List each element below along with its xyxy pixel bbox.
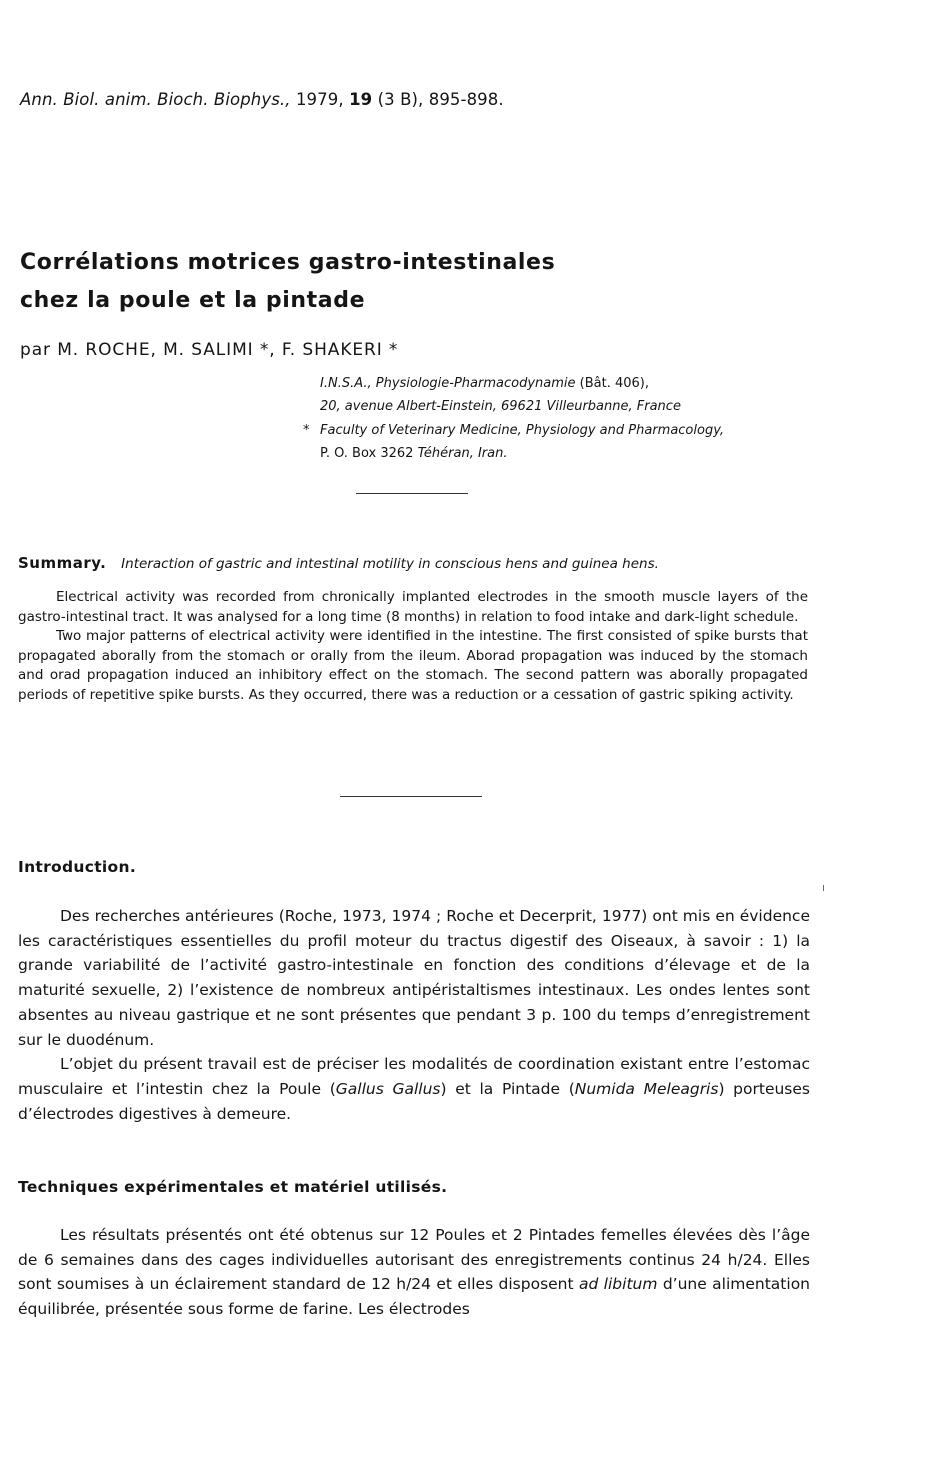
title-line-1: Corrélations motrices gastro-intestinales bbox=[20, 250, 556, 275]
summary-subtitle: Interaction of gastric and intestinal motility in conscious hens and guinea hens. bbox=[121, 556, 659, 572]
affiliation-2 bbox=[320, 419, 724, 465]
citation-volume: 19 bbox=[349, 90, 373, 109]
citation-issue-pages: (3 B), 895-898. bbox=[377, 90, 504, 109]
title-line-2: chez la poule et la pintade bbox=[20, 288, 366, 313]
introduction-paragraph-1: Des recherches antérieures (Roche, 1973, 1974 ; Roche et Decerprit, 1977) ont mis en évidence les caractéristiques essentielles du profil moteur du tractus digestif des Oiseaux, à savoir : 1) la grande variabilité de l’activité gastro-intestinale en fonction des conditions d’élevage et de la maturité sexuelle, 2) l’existence de nombreux antipéristaltismes intestinaux. Les ondes lentes sont absentes au niveau gastrique et ne sont présentes que pendant 3 p. 100 du temps d’enregistrement sur le duodénum. bbox=[18, 907, 810, 1049]
introduction-paragraph-2 bbox=[18, 1052, 810, 1126]
summary-paragraph-2: Two major patterns of electrical activity were identified in the intestine. The first consisted of spike bursts that propagated aborally from the stomach or orally from the ileum. Aborad propagation was induced by the stomach and orad propagation induced an inhibitory effect on the stomach. The second pattern was aborally propagated periods of repetitive spike bursts. As they occurred, there was a reduction or a cessation of gastric spiking activity. bbox=[18, 628, 808, 703]
techniques-paragraph-1 bbox=[18, 1223, 810, 1322]
species-name-numida: Numida Meleagris bbox=[574, 1079, 719, 1098]
journal-citation bbox=[20, 90, 504, 109]
text-run: ) porteuses d’électrodes digestives à demeure. bbox=[18, 1079, 810, 1123]
affiliation-1-building: (Bât. 406), bbox=[575, 376, 649, 391]
techniques-body bbox=[18, 1223, 810, 1322]
journal-name: Ann. Biol. anim. Bioch. Biophys., bbox=[20, 90, 291, 109]
text-run: L’objet du présent travail est de préciser les modalités de coordination existant entre l’estomac musculaire et l’intestin chez la Poule ( bbox=[18, 1055, 810, 1098]
citation-year: 1979, bbox=[295, 90, 344, 109]
text-run: ) et la Pintade ( bbox=[440, 1079, 575, 1098]
summary-body bbox=[18, 588, 808, 706]
affiliation-2-po-box: P. O. Box 3262 bbox=[320, 446, 418, 461]
affiliation-1 bbox=[320, 372, 681, 418]
summary-label: Summary. bbox=[18, 554, 107, 572]
margin-mark bbox=[823, 885, 824, 891]
techniques-heading: Techniques expérimentales et matériel utilisés. bbox=[18, 1178, 448, 1196]
affiliation-2-marker: * bbox=[303, 423, 310, 438]
text-run: d’une alimentation équilibrée, présentée sous forme de farine. Les électrodes bbox=[18, 1275, 810, 1319]
introduction-heading: Introduction. bbox=[18, 858, 137, 876]
authors-line: par M. ROCHE, M. SALIMI *, F. SHAKERI * bbox=[20, 340, 399, 360]
summary-paragraph-1: Electrical activity was recorded from chronically implanted electrodes in the smooth muscle layers of the gastro-intestinal tract. It was analysed for a long time (8 months) in relation to food intake and dark-light schedule. bbox=[18, 589, 808, 625]
separator-rule bbox=[356, 493, 468, 494]
article-title bbox=[20, 244, 555, 320]
latin-phrase: ad libitum bbox=[578, 1275, 658, 1294]
affiliation-1-institute: I.N.S.A., Physiologie-Pharmacodynamie bbox=[320, 376, 576, 391]
summary-heading bbox=[18, 554, 659, 572]
affiliation-1-address: 20, avenue Albert-Einstein, 69621 Villeurbanne, France bbox=[320, 399, 681, 414]
species-name-gallus: Gallus Gallus bbox=[335, 1079, 441, 1098]
separator-rule bbox=[340, 796, 482, 797]
text-run: Les résultats présentés ont été obtenus sur 12 Poules et 2 Pintades femelles élevées dès l’âge de 6 semaines dans des cages individuelles autorisant des enregistrements continus 24 h/24. Elles sont soumises à un éclairement standard de 12 h/24 et elles disposent bbox=[18, 1226, 810, 1294]
affiliation-2-city: Téhéran, Iran. bbox=[417, 446, 508, 461]
introduction-body bbox=[18, 904, 810, 1126]
affiliation-2-faculty: Faculty of Veterinary Medicine, Physiology and Pharmacology, bbox=[320, 423, 725, 438]
